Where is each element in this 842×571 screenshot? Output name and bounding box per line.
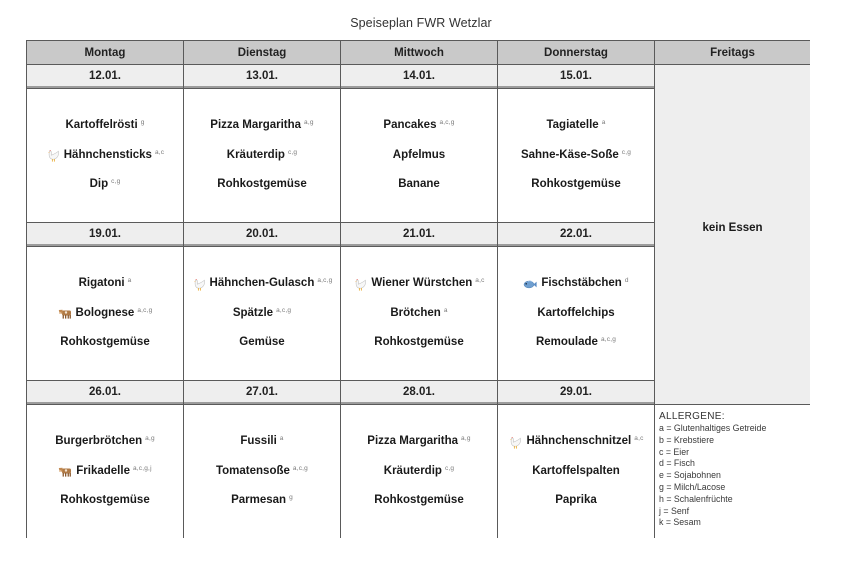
allergen-codes: a,c,g: [137, 306, 153, 314]
meal-item: [393, 141, 445, 171]
allergen-codes: a,g: [304, 119, 314, 127]
allergen-codes: c,g: [111, 178, 121, 186]
meal-name: Hähnchen-Gulasch: [209, 277, 315, 290]
meal-name: Hähnchenschnitzel: [526, 435, 632, 448]
meal-item: [55, 427, 155, 457]
meal-name: Remoulade: [535, 336, 598, 349]
meal-name: Gemüse: [239, 336, 285, 349]
meal-name: Kräuterdip: [383, 464, 442, 477]
date-cell: 14.01.: [340, 64, 497, 88]
allergen-codes: a: [443, 306, 448, 314]
allergen-legend-item: g = Milch/Lacose: [659, 481, 726, 492]
meal-name: Pancakes: [383, 119, 437, 132]
friday-no-meal-text: kein Essen: [702, 222, 763, 234]
allergen-legend-item: j = Senf: [659, 505, 690, 516]
meal-item: [383, 111, 454, 141]
allergen-codes: a,c,g: [276, 306, 292, 314]
meal-name: Fischstäbchen: [541, 277, 622, 290]
day-header-mittwoch: Mittwoch: [340, 40, 497, 64]
meal-name: Paprika: [555, 494, 597, 507]
meal-item: [239, 328, 284, 358]
meal-name: Tomatensoße: [215, 464, 290, 477]
meal-item: [384, 457, 454, 487]
cow-icon: [58, 307, 72, 320]
chicken-icon: [508, 436, 522, 449]
meal-name: Kartoffelspalten: [532, 464, 620, 477]
allergen-legend-item: c = Eier: [659, 446, 690, 457]
meal-item: [367, 427, 470, 457]
friday-cell: [654, 64, 810, 404]
meal-item: [217, 170, 306, 200]
meal-name: Rohkostgemüse: [531, 178, 621, 191]
meal-name: Banane: [398, 178, 440, 191]
date-cell: 12.01.: [26, 64, 183, 88]
allergen-codes: c,g: [287, 148, 298, 156]
meal-cell: [497, 246, 654, 380]
day-header-freitags: Freitags: [654, 40, 810, 64]
meal-item: [532, 457, 620, 487]
meal-item: [398, 170, 440, 200]
allergen-codes: d: [624, 277, 629, 285]
meal-name: Fussili: [240, 435, 277, 448]
meal-item: [210, 111, 313, 141]
allergen-codes: a,c,g: [292, 464, 308, 472]
meal-item: [231, 486, 293, 516]
meal-item: [521, 141, 631, 171]
meal-item: [546, 111, 605, 141]
meal-name: Spätzle: [232, 306, 274, 319]
date-cell: 21.01.: [340, 222, 497, 246]
date-cell: 13.01.: [183, 64, 340, 88]
meal-name: Kartoffelchips: [537, 306, 615, 319]
meal-name: Rohkostgemüse: [217, 178, 307, 191]
meal-cell: [340, 404, 497, 538]
meal-cell: [497, 88, 654, 222]
meal-name: Hähnchensticks: [63, 148, 152, 161]
meal-item: [353, 269, 484, 299]
meal-name: Frikadelle: [76, 464, 130, 477]
fish-icon: [523, 278, 537, 291]
meal-item: [58, 299, 153, 329]
meal-cell: [183, 88, 340, 222]
meal-name: Bolognese: [75, 306, 135, 319]
meal-item: [537, 299, 614, 329]
allergen-codes: a,g: [145, 435, 155, 443]
allergen-codes: a,c: [475, 277, 485, 285]
meal-name: Rohkostgemüse: [374, 494, 464, 507]
meal-name: Kräuterdip: [226, 148, 285, 161]
meal-item: [555, 486, 597, 516]
meal-item: [536, 328, 616, 358]
meal-item: [508, 427, 643, 457]
allergen-codes: a,g: [461, 435, 471, 443]
meal-item: [60, 328, 149, 358]
allergen-legend-item: a = Glutenhaltiges Getreide: [659, 423, 767, 433]
meal-item: [79, 269, 132, 299]
meal-name: Sahne-Käse-Soße: [520, 148, 619, 161]
meal-name: Tagiatelle: [546, 119, 599, 132]
allergen-legend-item: k = Sesam: [659, 517, 701, 528]
meal-name: Pizza Margaritha: [367, 435, 459, 448]
meal-name: Burgerbrötchen: [55, 435, 143, 448]
allergen-legend-item: h = Schalenfrüchte: [659, 493, 733, 504]
allergen-codes: a,c: [154, 148, 165, 156]
meal-cell: [26, 246, 183, 380]
meal-item: [523, 269, 628, 299]
allergen-codes: a,c,g,j: [132, 464, 152, 472]
meal-item: [58, 457, 151, 487]
allergen-codes: g: [140, 119, 145, 127]
cow-icon: [58, 465, 72, 478]
date-cell: 20.01.: [183, 222, 340, 246]
allergen-legend: [654, 404, 810, 538]
meal-item: [531, 170, 620, 200]
meal-cell: [26, 404, 183, 538]
chicken-icon: [46, 149, 60, 162]
meal-item: [374, 486, 463, 516]
meal-cell: [497, 404, 654, 538]
meal-name: Rigatoni: [78, 277, 125, 290]
allergen-codes: a,c,g: [317, 277, 333, 285]
meal-item: [233, 299, 291, 329]
allergen-codes: a,c: [634, 435, 644, 443]
date-cell: 28.01.: [340, 380, 497, 404]
allergen-legend-item: e = Sojabohnen: [659, 470, 721, 481]
allergen-codes: g: [289, 494, 293, 502]
meal-name: Rohkostgemüse: [60, 494, 150, 507]
allergen-legend-item: b = Krebstiere: [659, 434, 715, 445]
meal-name: Rohkostgemüse: [374, 336, 464, 349]
meal-name: Dip: [89, 178, 109, 191]
chicken-icon: [353, 278, 367, 291]
allergen-codes: a,c,g: [600, 336, 617, 344]
allergen-codes: a: [601, 119, 606, 127]
date-cell: 26.01.: [26, 380, 183, 404]
day-header-donnerstag: Donnerstag: [497, 40, 654, 64]
allergen-codes: a: [279, 435, 284, 443]
meal-name: Brötchen: [390, 306, 441, 319]
meal-item: [374, 328, 463, 358]
meal-name: Rohkostgemüse: [60, 336, 150, 349]
meal-name: Apfelmus: [392, 148, 446, 161]
chicken-icon: [192, 278, 206, 291]
meal-item: [46, 141, 164, 171]
menu-table: [26, 40, 810, 538]
meal-name: Wiener Würstchen: [371, 277, 473, 290]
date-cell: 29.01.: [497, 380, 654, 404]
meal-item: [60, 486, 149, 516]
date-cell: 22.01.: [497, 222, 654, 246]
meal-item: [227, 141, 297, 171]
allergen-codes: c,g: [444, 464, 455, 472]
meal-item: [216, 457, 308, 487]
page-title: Speiseplan FWR Wetzlar: [350, 16, 492, 30]
meal-item: [65, 111, 144, 141]
allergen-legend-item: d = Fisch: [659, 458, 695, 469]
meal-item: [240, 427, 283, 457]
allergen-codes: a: [127, 277, 132, 285]
meal-item: [90, 170, 121, 200]
day-header-dienstag: Dienstag: [183, 40, 340, 64]
meal-cell: [183, 404, 340, 538]
meal-item: [390, 299, 447, 329]
meal-cell: [340, 246, 497, 380]
meal-name: Parmesan: [231, 494, 287, 507]
meal-name: Kartoffelrösti: [65, 119, 138, 132]
meal-cell: [183, 246, 340, 380]
meal-item: [192, 269, 333, 299]
meal-cell: [340, 88, 497, 222]
day-header-montag: Montag: [26, 40, 183, 64]
allergen-legend-title: ALLERGENE:: [659, 411, 725, 422]
date-cell: 27.01.: [183, 380, 340, 404]
meal-name: Pizza Margaritha: [210, 119, 302, 132]
allergen-codes: a,c,g: [439, 119, 455, 127]
allergen-codes: c,g: [621, 148, 632, 156]
date-cell: 19.01.: [26, 222, 183, 246]
date-cell: 15.01.: [497, 64, 654, 88]
meal-cell: [26, 88, 183, 222]
